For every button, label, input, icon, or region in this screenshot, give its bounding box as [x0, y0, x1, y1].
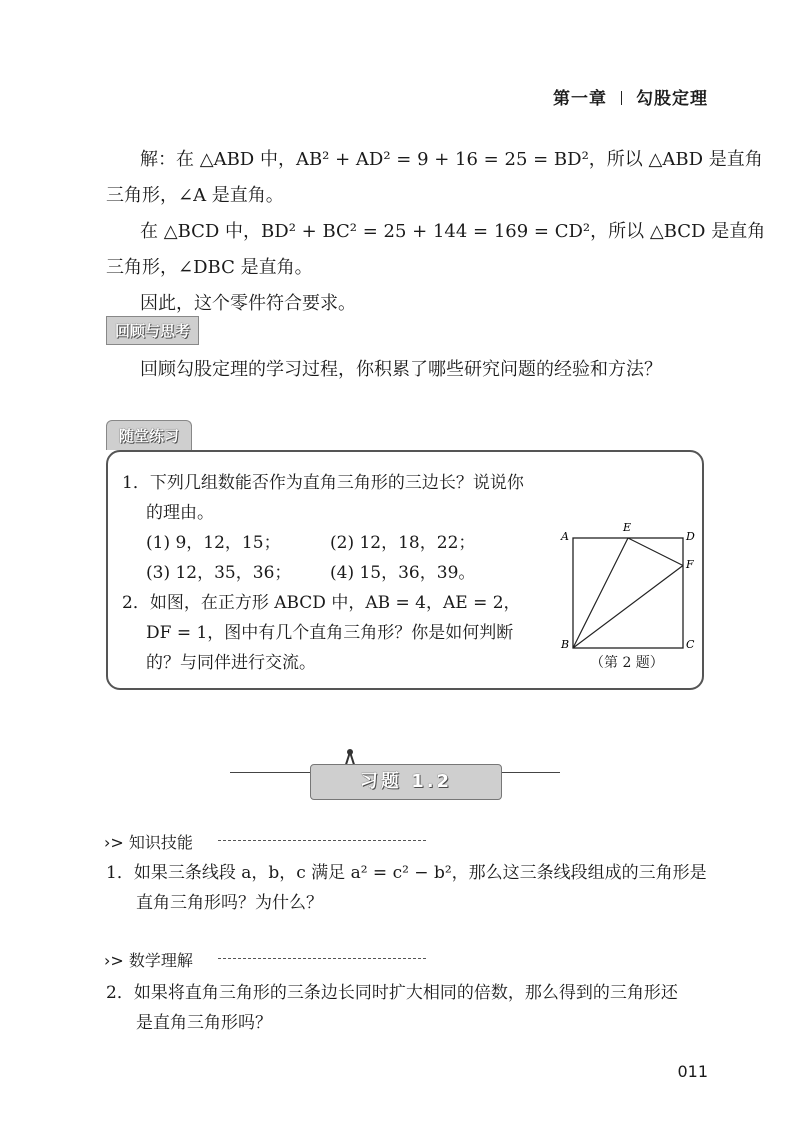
label-d: D — [686, 530, 695, 543]
label-f: F — [686, 558, 694, 571]
practice-q1-option-3: (3) 12，35，36； — [146, 563, 292, 583]
practice-q1-option-2: (2) 12，18，22； — [330, 533, 476, 553]
exercise-1-line1: 1．如果三条线段 a，b，c 满足 a² = c² − b²，那么这三条线段组成的三角形是 — [106, 863, 707, 883]
exercise-2-line2: 是直角三角形吗？ — [136, 1013, 272, 1033]
banner-rule-left — [230, 772, 310, 773]
subhead-understanding-label: 数学理解 — [128, 951, 193, 970]
reflection-label-wrap — [106, 316, 199, 345]
square-figure — [555, 520, 705, 650]
subhead-knowledge — [104, 830, 193, 853]
practice-tab-label: 随堂练习 — [106, 420, 192, 450]
chapter-label: 第一章 — [553, 89, 607, 109]
chevron-right-icon: ›> — [104, 951, 124, 970]
subhead-understanding-rule — [218, 958, 426, 959]
exercise-1-line2: 直角三角形吗？为什么？ — [136, 893, 323, 913]
reflection-question: 回顾勾股定理的学习过程，你积累了哪些研究问题的经验和方法？ — [140, 359, 662, 380]
practice-q1-line1: 1．下列几组数能否作为直角三角形的三边长？说说你 — [122, 473, 524, 493]
segment-be — [573, 538, 628, 648]
solution-line-1: 解：在 △ABD 中，AB² + AD² = 9 + 16 = 25 = BD²，所以 △ABD 是直角 — [140, 149, 763, 170]
subhead-knowledge-rule — [218, 840, 426, 841]
label-c: C — [686, 638, 695, 650]
practice-q2-line2: DF = 1，图中有几个直角三角形？你是如何判断 — [146, 623, 514, 643]
practice-q2-line3: 的？与同伴进行交流。 — [146, 653, 316, 673]
practice-q2-line1: 2．如图，在正方形 ABCD 中，AB = 4，AE = 2， — [122, 593, 521, 613]
solution-line-3: 在 △BCD 中，BD² + BC² = 25 + 144 = 169 = CD²，所以 △BCD 是直角 — [140, 221, 766, 242]
subhead-understanding — [104, 948, 193, 971]
figure-caption: （第 2 题） — [590, 655, 664, 671]
segment-ef — [628, 538, 683, 566]
segment-bf — [573, 566, 683, 649]
square-abcd — [573, 538, 683, 648]
solution-line-4: 三角形，∠DBC 是直角。 — [106, 257, 313, 278]
label-e: E — [623, 521, 632, 534]
exercises-title: 习题 1.2 — [310, 764, 502, 800]
practice-q1-option-1: (1) 9，12，15； — [146, 533, 281, 553]
chevron-right-icon: ›> — [104, 833, 124, 852]
chapter-title: 勾股定理 — [636, 89, 708, 109]
label-a: A — [561, 530, 569, 543]
solution-line-5: 因此，这个零件符合要求。 — [140, 293, 356, 314]
practice-q1-line2: 的理由。 — [146, 503, 214, 523]
reflection-label: 回顾与思考 — [106, 316, 199, 345]
page-number: 011 — [677, 1062, 708, 1081]
solution-line-2: 三角形，∠A 是直角。 — [106, 185, 284, 206]
running-header — [553, 84, 708, 109]
banner-rule-right — [500, 772, 560, 773]
header-separator — [621, 91, 622, 105]
practice-q1-option-4: (4) 15，36，39。 — [330, 563, 476, 583]
exercise-2-line1: 2．如果将直角三角形的三条边长同时扩大相同的倍数，那么得到的三角形还 — [106, 983, 678, 1003]
label-b: B — [561, 638, 570, 650]
subhead-knowledge-label: 知识技能 — [128, 833, 193, 852]
